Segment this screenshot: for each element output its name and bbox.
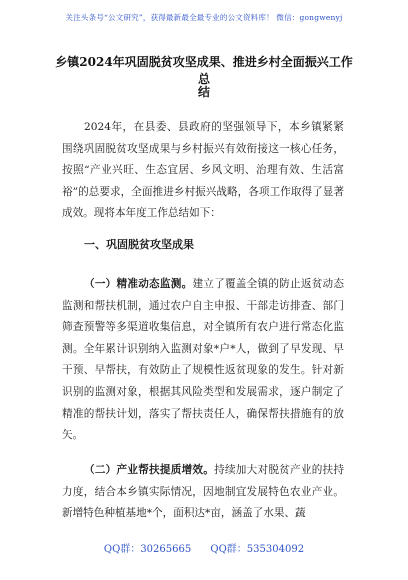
document-title: 乡镇2024年巩固脱贫攻坚成果、推进乡村全面振兴工作总 <box>55 55 353 86</box>
item-text: 建立了覆盖全镇的防止返贫动态监测和帮扶机制，通过农户自主申报、干部走访排查、部门筛查预警等多渠道收集信息，对全镇所有农户进行常态化监测。全年累计识别纳入监测对象*户*人，做到了早发现、早干预、早帮扶，有效防止了规模性返贫现象的发生。针对新识别的监测对象，根据其风险类型和发展需求，逐户制定了精准的帮扶计划，落实了帮扶责任人，确保帮扶措施有的放矢。 <box>62 278 344 442</box>
qq-group-2: QQ群：535304092 <box>210 544 305 555</box>
qq-group-1: QQ群：30265665 <box>103 544 192 555</box>
intro-paragraph: 2024年，在县委、县政府的坚强领导下，本乡镇紧紧围绕巩固脱贫攻坚成果与乡村振兴有效衔接这一核心任务，按照“产业兴旺、生态宜居、乡风文明、治理有效、生活富裕”的总要求，全面推进乡村振兴战略，各项工作取得了显著成效。现将本年度工作总结如下： <box>62 121 344 220</box>
paragraph-industry <box>62 460 344 525</box>
item-text: 持续加大对脱贫产业的扶持力度，结合本乡镇实际情况，因地制宜发展特色农业产业。新增特色种植基地*个，面积达*亩，涵盖了水果、蔬 <box>62 464 344 520</box>
footer-contact <box>0 540 408 555</box>
paragraph-monitoring <box>62 274 344 447</box>
item-lead: （一）精准动态监测。 <box>84 278 193 290</box>
header-banner: 关注头条号“公文研究”，获得最新最全最专业的公文资料库！ 微信：gongwenyj <box>65 13 343 22</box>
item-lead: （二）产业帮扶提质增效。 <box>84 464 215 476</box>
section-heading: 一、巩固脱贫攻坚成果 <box>84 238 194 251</box>
document-title-continued: 结 <box>197 85 210 99</box>
